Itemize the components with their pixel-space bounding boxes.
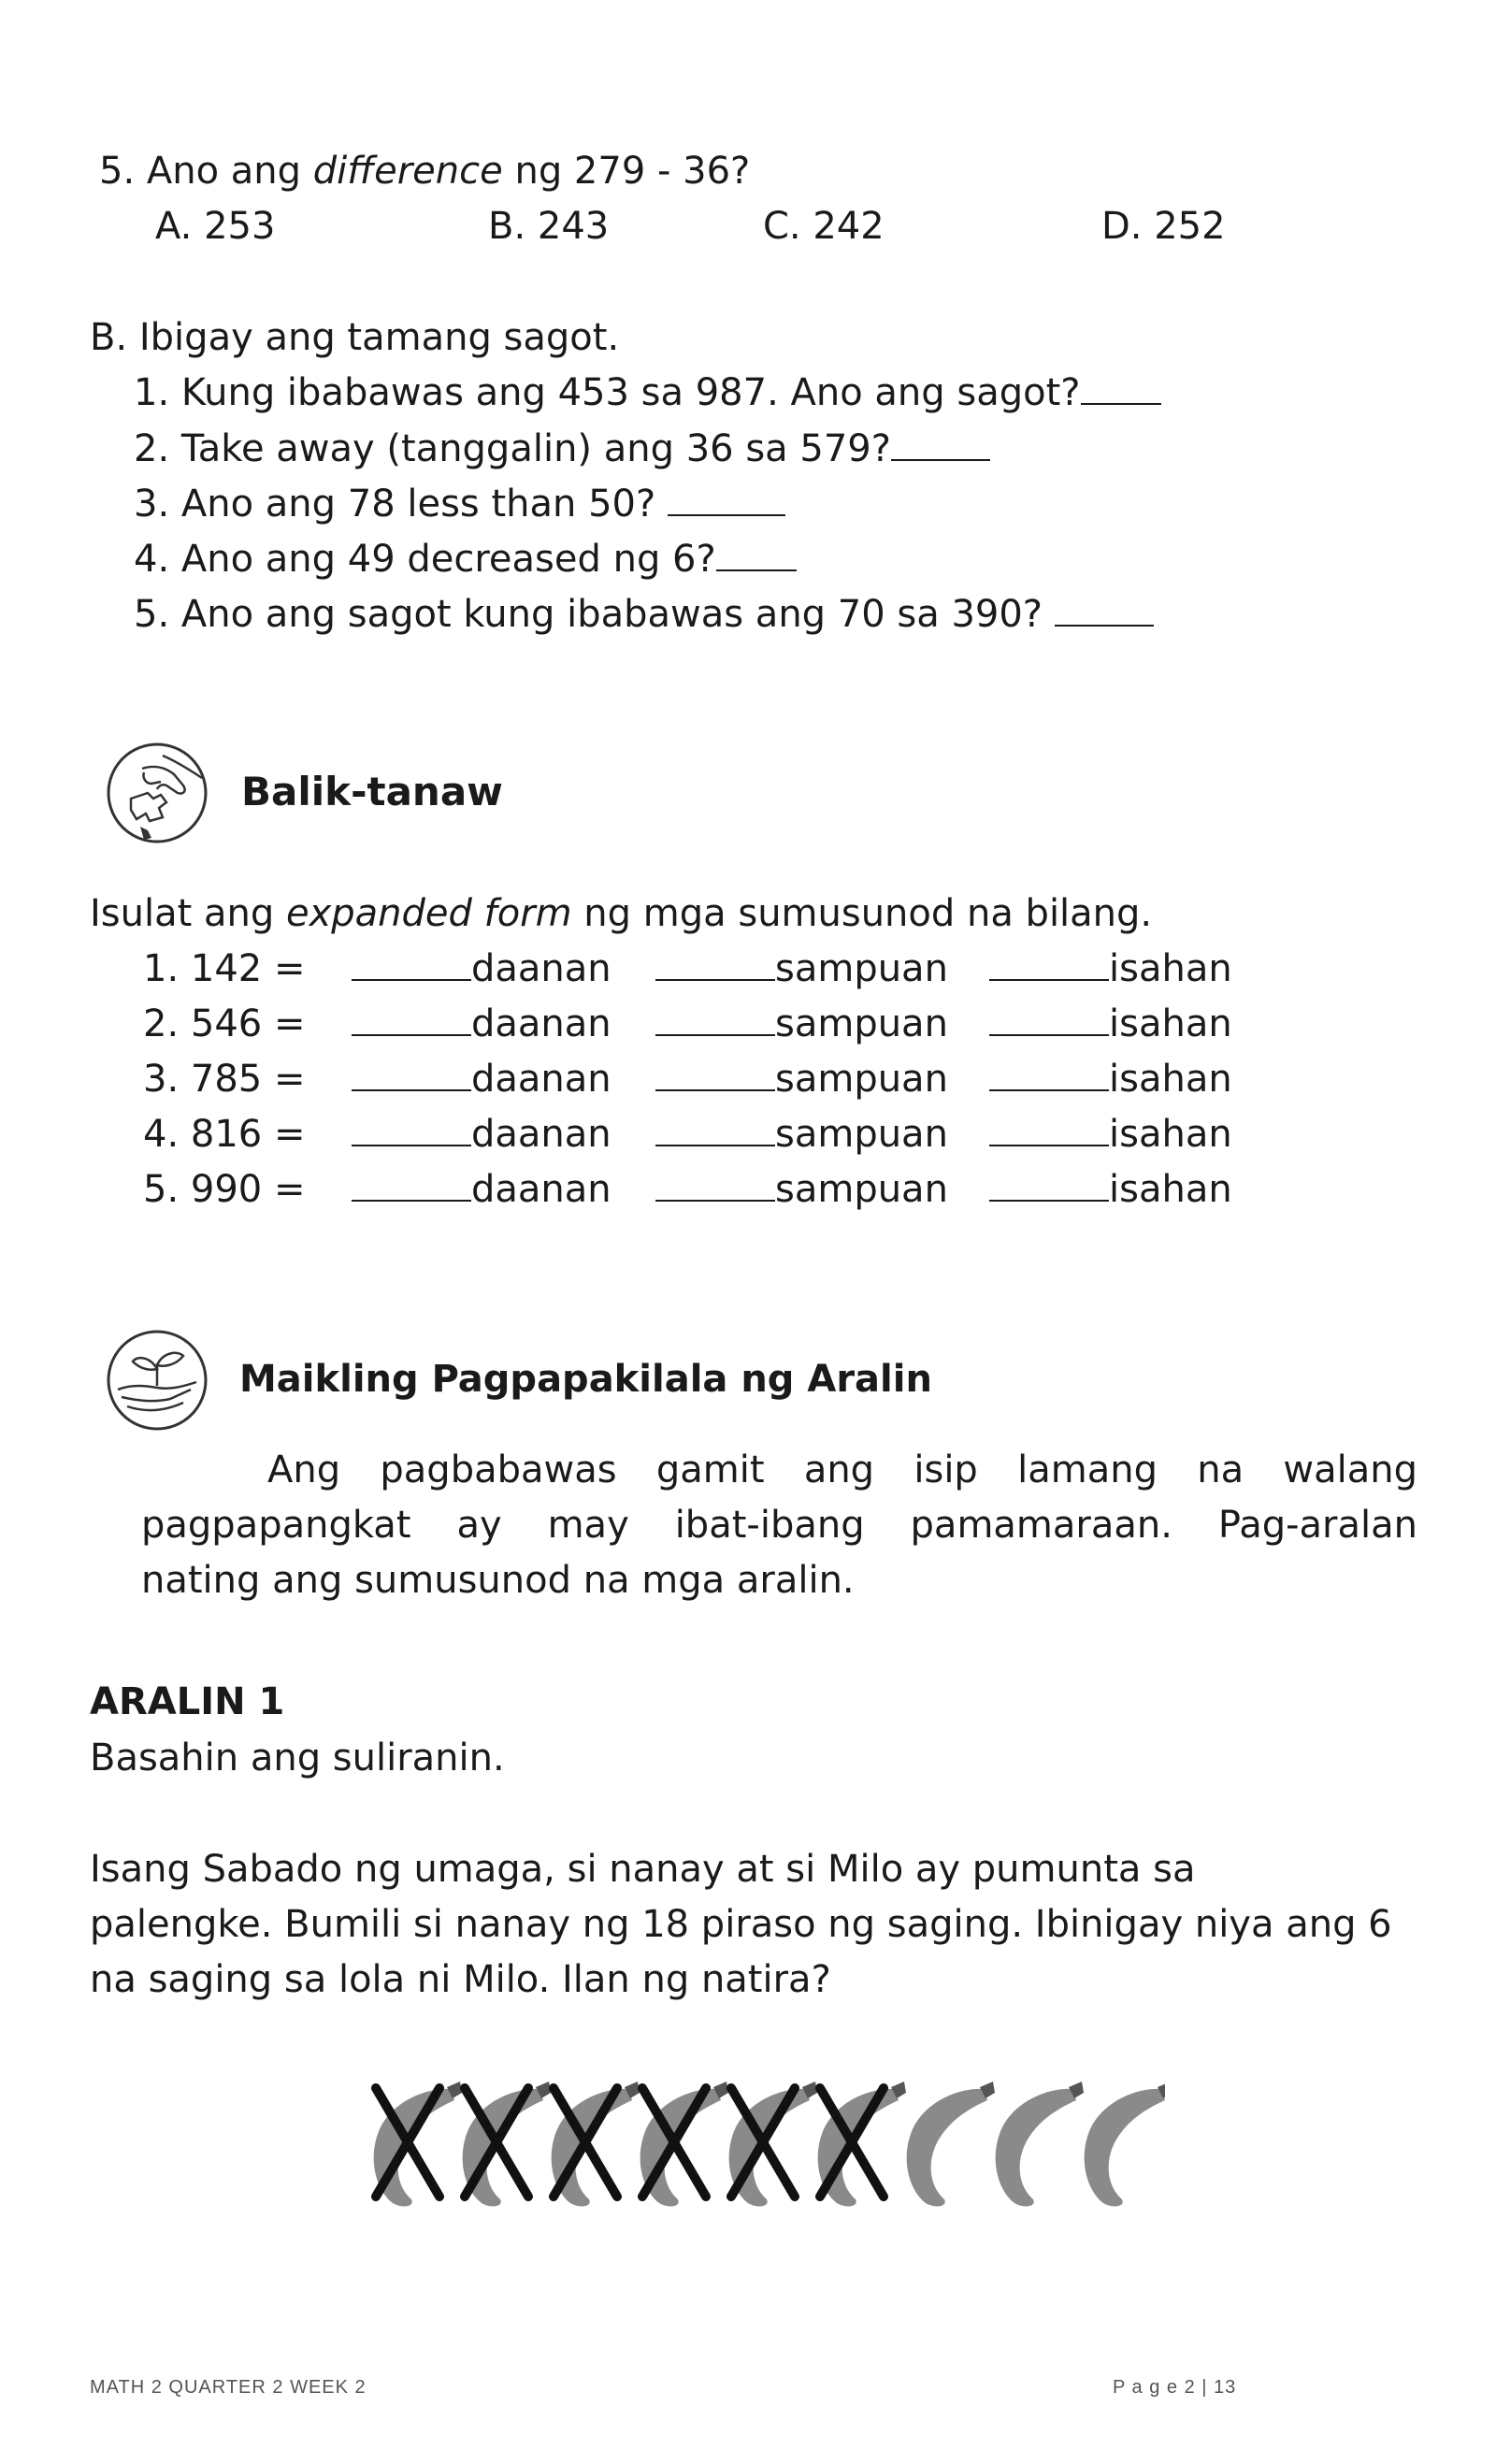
answer-blank[interactable]	[655, 1117, 775, 1146]
tens-label: sampuan	[775, 1168, 948, 1211]
answer-blank[interactable]	[989, 1061, 1109, 1091]
footer-page-number: P a g e 2 | 13	[1113, 2377, 1237, 2398]
ones-blank-2[interactable]	[989, 1002, 1232, 1045]
banana-illustration	[352, 2072, 1165, 2212]
question-5	[99, 150, 751, 193]
answer-blank[interactable]	[655, 1172, 775, 1202]
answer-blank[interactable]	[989, 1172, 1109, 1202]
ones-label: isahan	[1109, 1058, 1232, 1101]
part-b-item-2	[134, 427, 990, 470]
ones-label: isahan	[1109, 1168, 1232, 1211]
instruction-prefix: Isulat ang	[90, 892, 286, 935]
aralin-instruction: Basahin ang suliranin.	[90, 1736, 505, 1780]
choice-c: C. 242	[763, 205, 885, 248]
maikling-line-1: Ang pagbabawas gamit ang isip lamang na walang	[267, 1448, 1417, 1491]
expanded-number-2: 2. 546 =	[143, 1002, 306, 1045]
answer-blank[interactable]	[352, 1117, 471, 1146]
ones-blank-3[interactable]	[989, 1058, 1232, 1101]
hundreds-blank-4[interactable]	[352, 1113, 611, 1156]
hundreds-blank-1[interactable]	[352, 947, 611, 990]
answer-blank[interactable]	[989, 951, 1109, 981]
question-5-suffix: ng 279 - 36?	[502, 150, 751, 193]
part-b-item-3	[134, 483, 785, 526]
part-b-item-1	[134, 371, 1161, 414]
part-b-item-5-text: 5. Ano ang sagot kung ibabawas ang 70 sa 390?	[134, 593, 1055, 636]
hundreds-label: daanan	[471, 1113, 611, 1156]
answer-blank[interactable]	[891, 431, 990, 461]
answer-blank[interactable]	[668, 486, 785, 516]
hand-seedling-icon-svg	[105, 1328, 209, 1433]
answer-blank[interactable]	[352, 1061, 471, 1091]
problem-line-2: palengke. Bumili si nanay ng 18 piraso ng saging. Ibinigay niya ang 6	[90, 1903, 1392, 1946]
aralin-heading: ARALIN 1	[90, 1680, 285, 1723]
banana-icon	[1085, 2082, 1165, 2206]
ones-blank-4[interactable]	[989, 1113, 1232, 1156]
expanded-number-4: 4. 816 =	[143, 1113, 306, 1156]
expanded-number-3: 3. 785 =	[143, 1058, 306, 1101]
answer-blank[interactable]	[989, 1006, 1109, 1036]
tens-blank-4[interactable]	[655, 1113, 948, 1156]
maikling-line-2: pagpapangkat ay may ibat-ibang pamamaraan. Pag-aralan	[141, 1504, 1417, 1547]
problem-line-3: na saging sa lola ni Milo. Ilan ng natira?	[90, 1958, 831, 2001]
expanded-number-1: 1. 142 =	[143, 947, 306, 990]
maikling-title: Maikling Pagpapakilala ng Aralin	[239, 1358, 932, 1401]
footer-left: MATH 2 QUARTER 2 WEEK 2	[90, 2377, 367, 2398]
part-b-item-1-text: 1. Kung ibabawas ang 453 sa 987. Ano ang sagot?	[134, 371, 1081, 414]
tens-label: sampuan	[775, 1058, 948, 1101]
ones-label: isahan	[1109, 1113, 1232, 1156]
answer-blank[interactable]	[1081, 375, 1161, 405]
banana-body	[1085, 2089, 1165, 2207]
question-5-prefix: 5. Ano ang	[99, 150, 313, 193]
hundreds-label: daanan	[471, 1168, 611, 1211]
answer-blank[interactable]	[716, 541, 797, 571]
part-b-item-2-text: 2. Take away (tanggalin) ang 36 sa 579?	[134, 427, 891, 470]
banana-icon	[907, 2082, 995, 2206]
ones-label: isahan	[1109, 1002, 1232, 1045]
ones-label: isahan	[1109, 947, 1232, 990]
hundreds-blank-5[interactable]	[352, 1168, 611, 1211]
choice-d: D. 252	[1101, 205, 1226, 248]
hundreds-label: daanan	[471, 1058, 611, 1101]
answer-blank[interactable]	[1055, 597, 1154, 627]
tens-label: sampuan	[775, 1002, 948, 1045]
answer-blank[interactable]	[989, 1117, 1109, 1146]
hundreds-blank-3[interactable]	[352, 1058, 611, 1101]
banana-icon	[996, 2082, 1084, 2206]
part-b-item-3-text: 3. Ano ang 78 less than 50?	[134, 483, 668, 526]
tens-blank-3[interactable]	[655, 1058, 948, 1101]
instruction-emphasis: expanded form	[285, 892, 572, 935]
maikling-line-3: nating ang sumusunod na mga aralin.	[141, 1559, 855, 1602]
answer-blank[interactable]	[655, 951, 775, 981]
hundreds-label: daanan	[471, 947, 611, 990]
choice-b: B. 243	[488, 205, 610, 248]
problem-line-1: Isang Sabado ng umaga, si nanay at si Milo ay pumunta sa	[90, 1848, 1196, 1891]
tens-label: sampuan	[775, 1113, 948, 1156]
answer-blank[interactable]	[655, 1006, 775, 1036]
part-b-item-5	[134, 593, 1154, 636]
hand-puzzle-icon-svg	[105, 741, 209, 845]
answer-blank[interactable]	[352, 1006, 471, 1036]
part-b-heading: B. Ibigay ang tamang sagot.	[90, 316, 620, 359]
part-b-item-4	[134, 538, 797, 581]
ones-blank-1[interactable]	[989, 947, 1232, 990]
part-b-item-4-text: 4. Ano ang 49 decreased ng 6?	[134, 538, 716, 581]
question-5-emphasis: difference	[312, 150, 503, 193]
tens-label: sampuan	[775, 947, 948, 990]
expanded-number-5: 5. 990 =	[143, 1168, 306, 1211]
banana-illustration-svg	[352, 2072, 1165, 2212]
tens-blank-2[interactable]	[655, 1002, 948, 1045]
balik-tanaw-title: Balik-tanaw	[241, 769, 503, 814]
balik-tanaw-instruction	[90, 892, 1153, 935]
hand-puzzle-icon	[105, 741, 209, 845]
answer-blank[interactable]	[352, 951, 471, 981]
tens-blank-1[interactable]	[655, 947, 948, 990]
ones-blank-5[interactable]	[989, 1168, 1232, 1211]
hand-seedling-icon	[105, 1328, 209, 1433]
banana-body	[996, 2089, 1076, 2207]
hundreds-blank-2[interactable]	[352, 1002, 611, 1045]
instruction-suffix: ng mga sumusunod na bilang.	[571, 892, 1153, 935]
banana-body	[907, 2089, 987, 2207]
tens-blank-5[interactable]	[655, 1168, 948, 1211]
answer-blank[interactable]	[655, 1061, 775, 1091]
answer-blank[interactable]	[352, 1172, 471, 1202]
hundreds-label: daanan	[471, 1002, 611, 1045]
choice-a: A. 253	[155, 205, 276, 248]
